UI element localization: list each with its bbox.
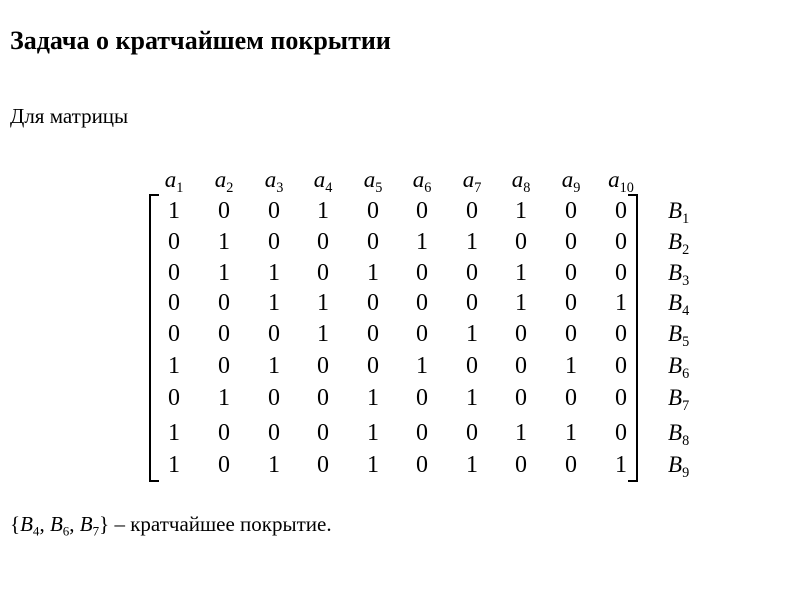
matrix-cell: 0 xyxy=(268,229,280,255)
matrix-cell: 0 xyxy=(168,385,180,411)
matrix-cell: 0 xyxy=(218,198,230,224)
row-index: 4 xyxy=(682,302,690,319)
column-header xyxy=(313,167,333,196)
matrix-cell: 1 xyxy=(317,198,329,224)
column-index: 2 xyxy=(226,179,234,196)
column-index: 8 xyxy=(523,179,531,196)
matrix-cell: 0 xyxy=(168,229,180,255)
column-header xyxy=(264,167,284,196)
matrix-cell: 1 xyxy=(218,385,230,411)
matrix-cell: 0 xyxy=(268,420,280,446)
separator: , xyxy=(39,512,50,536)
row-label xyxy=(668,353,690,382)
column-letter: a xyxy=(264,167,277,192)
matrix-cell: 0 xyxy=(565,385,577,411)
row-label xyxy=(668,290,690,319)
column-index: 3 xyxy=(276,179,284,196)
matrix-cell: 1 xyxy=(466,321,478,347)
matrix-cell: 1 xyxy=(466,385,478,411)
matrix-cell: 0 xyxy=(317,260,329,286)
matrix-cell: 1 xyxy=(515,260,527,286)
matrix-cell: 0 xyxy=(168,260,180,286)
matrix-cell: 1 xyxy=(168,353,180,379)
matrix-cell: 1 xyxy=(168,452,180,478)
matrix-cell: 0 xyxy=(367,198,379,224)
row-index: 6 xyxy=(682,365,690,382)
column-letter: a xyxy=(164,167,177,192)
row-letter: B xyxy=(668,290,683,315)
matrix-cell: 0 xyxy=(466,198,478,224)
matrix-cell: 0 xyxy=(466,290,478,316)
matrix-cell: 0 xyxy=(466,420,478,446)
row-letter: B xyxy=(668,321,683,346)
matrix-cell: 0 xyxy=(615,260,627,286)
intro-text: Для матрицы xyxy=(10,104,129,128)
row-letter: B xyxy=(668,229,683,254)
matrix-cell: 0 xyxy=(416,420,428,446)
matrix-cell: 1 xyxy=(168,420,180,446)
matrix-cell: 0 xyxy=(565,452,577,478)
matrix-cell: 0 xyxy=(615,385,627,411)
row-label xyxy=(668,198,690,227)
matrix-cell: 1 xyxy=(168,198,180,224)
column-letter: a xyxy=(363,167,376,192)
cover-item: $B_4$ xyxy=(20,512,40,539)
column-header xyxy=(214,167,234,196)
matrix-cell: 1 xyxy=(515,420,527,446)
matrix-cell: 0 xyxy=(565,290,577,316)
matrix-cell: 0 xyxy=(615,420,627,446)
matrix-cell: 0 xyxy=(466,353,478,379)
matrix-cell: 1 xyxy=(268,290,280,316)
matrix-cell: 0 xyxy=(317,385,329,411)
page-title: Задача о кратчайшем покрытии xyxy=(10,26,391,55)
row-letter: B xyxy=(668,198,683,223)
matrix-cell: 1 xyxy=(466,229,478,255)
conclusion xyxy=(10,512,332,537)
matrix-cell: 0 xyxy=(515,321,527,347)
row-letter: B xyxy=(668,420,683,445)
row-label xyxy=(668,420,690,449)
row-label xyxy=(668,452,690,481)
matrix-cell: 0 xyxy=(317,353,329,379)
matrix-cell: 1 xyxy=(367,260,379,286)
conclusion-text: – кратчайшее покрытие. xyxy=(109,512,332,536)
row-index: 7 xyxy=(682,397,690,414)
row-label xyxy=(668,321,690,350)
matrix-cell: 0 xyxy=(317,452,329,478)
matrix-cell: 0 xyxy=(268,321,280,347)
matrix-cell: 0 xyxy=(168,321,180,347)
matrix-cell: 0 xyxy=(268,385,280,411)
row-letter: B xyxy=(668,353,683,378)
close-brace: } xyxy=(99,512,110,536)
matrix-cell: 0 xyxy=(317,229,329,255)
matrix-cell: 1 xyxy=(268,260,280,286)
matrix-cell: 1 xyxy=(466,452,478,478)
matrix-cell: 0 xyxy=(615,321,627,347)
matrix-cell: 0 xyxy=(416,385,428,411)
row-label xyxy=(668,385,690,414)
cover-item: $B_6$ xyxy=(49,512,70,539)
matrix-cell: 0 xyxy=(367,290,379,316)
column-index: 10 xyxy=(619,179,634,196)
matrix-cell: 0 xyxy=(615,229,627,255)
column-index: 1 xyxy=(176,179,184,196)
matrix-cell: 0 xyxy=(565,229,577,255)
row-index: 2 xyxy=(682,241,690,258)
matrix-cell: 0 xyxy=(565,321,577,347)
row-index: 5 xyxy=(682,333,690,350)
matrix-cell: 0 xyxy=(367,229,379,255)
column-letter: a xyxy=(561,167,574,192)
matrix-cell: 1 xyxy=(218,229,230,255)
matrix-cell: 0 xyxy=(515,385,527,411)
matrix-cell: 0 xyxy=(367,321,379,347)
matrix-cell: 0 xyxy=(218,420,230,446)
matrix-cell: 0 xyxy=(367,353,379,379)
column-letter: a xyxy=(313,167,326,192)
matrix-cell: 0 xyxy=(317,420,329,446)
column-letter: a xyxy=(608,167,620,192)
matrix-cell: 1 xyxy=(416,353,428,379)
matrix-cell: 0 xyxy=(416,290,428,316)
separator: , xyxy=(69,512,80,536)
cover-item: $B_7$ xyxy=(79,512,100,539)
row-label xyxy=(668,260,690,289)
matrix-cell: 0 xyxy=(218,290,230,316)
matrix-cell: 1 xyxy=(218,260,230,286)
matrix-cell: 1 xyxy=(268,452,280,478)
column-index: 6 xyxy=(424,179,432,196)
row-label xyxy=(668,229,690,258)
row-index: 9 xyxy=(682,464,690,481)
matrix-cell: 0 xyxy=(416,198,428,224)
matrix-cell: 0 xyxy=(565,198,577,224)
column-header xyxy=(412,167,432,196)
matrix-cell: 0 xyxy=(416,452,428,478)
matrix-cell: 0 xyxy=(268,198,280,224)
matrix-cell: 0 xyxy=(168,290,180,316)
column-header xyxy=(511,167,531,196)
matrix-cell: 0 xyxy=(466,260,478,286)
matrix-cell: 0 xyxy=(615,198,627,224)
matrix-cell: 0 xyxy=(515,353,527,379)
column-letter: a xyxy=(462,167,475,192)
matrix-cell: 1 xyxy=(565,420,577,446)
column-header xyxy=(363,167,383,196)
matrix-cell: 0 xyxy=(218,321,230,347)
matrix-cell: 0 xyxy=(218,353,230,379)
matrix-cell: 1 xyxy=(367,385,379,411)
column-index: 9 xyxy=(573,179,581,196)
matrix-cell: 1 xyxy=(367,452,379,478)
left-bracket xyxy=(149,194,159,482)
matrix-cell: 1 xyxy=(615,452,627,478)
matrix-cell: 1 xyxy=(615,290,627,316)
matrix-cell: 1 xyxy=(515,290,527,316)
matrix-cell: 1 xyxy=(317,290,329,316)
matrix-cell: 1 xyxy=(565,353,577,379)
column-letter: a xyxy=(511,167,524,192)
matrix-cell: 0 xyxy=(565,260,577,286)
matrix-cell: 0 xyxy=(416,260,428,286)
matrix-cell: 0 xyxy=(515,452,527,478)
matrix-cell: 0 xyxy=(615,353,627,379)
row-letter: B xyxy=(668,385,683,410)
row-index: 3 xyxy=(682,272,690,289)
matrix-cell: 0 xyxy=(416,321,428,347)
column-letter: a xyxy=(412,167,425,192)
column-header xyxy=(561,167,581,196)
column-index: 4 xyxy=(325,179,333,196)
column-index: 7 xyxy=(474,179,482,196)
matrix-cell: 0 xyxy=(515,229,527,255)
matrix-cell: 1 xyxy=(367,420,379,446)
row-index: 1 xyxy=(682,210,690,227)
column-header xyxy=(608,167,634,196)
column-header xyxy=(462,167,482,196)
row-index: 8 xyxy=(682,432,690,449)
column-letter: a xyxy=(214,167,227,192)
matrix-cell: 1 xyxy=(416,229,428,255)
column-index: 5 xyxy=(375,179,383,196)
open-brace: { xyxy=(10,512,21,536)
matrix-cell: 1 xyxy=(317,321,329,347)
column-header xyxy=(164,167,184,196)
row-letter: B xyxy=(668,260,683,285)
row-letter: B xyxy=(668,452,683,477)
matrix-cell: 1 xyxy=(268,353,280,379)
matrix-cell: 1 xyxy=(515,198,527,224)
matrix-cell: 0 xyxy=(218,452,230,478)
